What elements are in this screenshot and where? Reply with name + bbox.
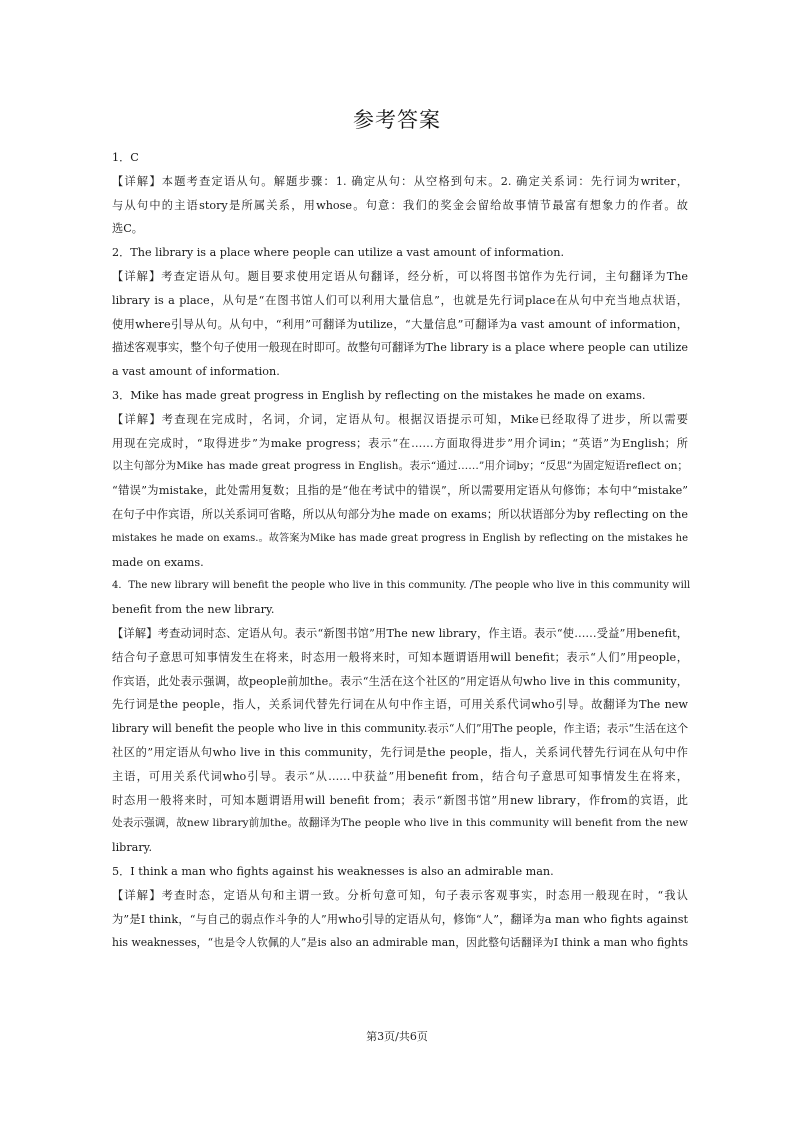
text-line: 【详解】考查动词时态、定语从句。表示“新图书馆”用The new library，作主语。表示“使……受益”用benefit，	[112, 626, 688, 640]
answer-content	[112, 146, 691, 955]
text-line: a vast amount of information.	[112, 365, 280, 379]
text-line: 【详解】本题考查定语从句。解题步骤：1. 确定从句：从空格到句末。2. 确定关系词：先行词为writer，	[112, 174, 688, 188]
text-line: 为”是I think，“与自己的弱点作斗争的人”用who引导的定语从句，修饰“人”，翻译为a man who fights against	[112, 912, 688, 926]
text-line: library.	[112, 841, 153, 855]
page-title: 参考答案	[353, 108, 441, 132]
text-line: 先行词是the people，指人，关系词代替先行词在从句中作主语，可用关系代词who引导。故翻译为The new	[112, 698, 688, 712]
text-line: 【详解】考查定语从句。题目要求使用定语从句翻译，经分析，可以将图书馆作为先行词，主句翻译为The	[112, 269, 688, 283]
text-line: his weaknesses，“也是令人钦佩的人”是is also an admirable man，因此整句话翻译为I think a man who fights	[112, 936, 688, 950]
text-line: 社区的”用定语从句who live in this community，先行词是the people，指人，关系词代替先行词在从句中作	[112, 745, 688, 759]
text-line: made on exams.	[112, 555, 204, 569]
text-line: 时态用一般将来时，可知本题谓语用will benefit from；表示“新图书馆”用new library，作from的宾语，此	[112, 793, 688, 807]
text-line: 与从句中的主语story是所属关系，用whose。句意：我们的奖金会留给故事情节最富有想象力的作者。故	[112, 198, 688, 212]
page-footer: 第3页/共6页	[366, 1030, 428, 1043]
text-line: 【详解】考查现在完成时，名词，介词，定语从句。根据汉语提示可知，Mike已经取得了进步，所以需要	[112, 412, 688, 426]
text-line: 用现在完成时，“取得进步”为make progress；表示“在……方面取得进步”用介词in；“英语”为English；所	[112, 436, 688, 450]
text-line: 描述客观事实，整个句子使用一般现在时即可。故整句可翻译为The library is a place where people can utilize	[112, 341, 688, 355]
text-line: benefit from the new library.	[112, 603, 275, 617]
text-line: mistakes he made on exams.。故答案为Mike has made great progress in English by reflecting on the mistakes he	[112, 532, 688, 544]
text-line: 作宾语，此处表示强调，故people前加the。表示“生活在这个社区的”用定语从句who live in this community，	[112, 674, 688, 688]
text-line: 1．C	[112, 151, 139, 164]
text-line: “错误”为mistake，此处需用复数；且指的是“他在考试中的错误”，所以需要用定语从句修饰；本句中“mistake”	[112, 484, 688, 498]
text-line: 主语，可用关系代词who引导。表示“从……中获益”用benefit from，结合句子意思可知事情发生在将来，	[112, 769, 688, 783]
text-line: 【详解】考查时态，定语从句和主谓一致。分析句意可知，句子表示客观事实，时态用一般现在时，“我认	[112, 888, 688, 902]
text-line: 3．Mike has made great progress in English by reflecting on the mistakes he made on exams.	[112, 388, 646, 402]
text-line: library will benefit the people who live in this community.表示“人们”用The people，作主语；表示“生活在这个	[112, 722, 688, 736]
text-line: 选C。	[112, 222, 143, 236]
text-line: 结合句子意思可知事情发生在将来，时态用一般将来时，可知本题谓语用will benefit；表示“人们”用people，	[112, 650, 688, 664]
text-line: 使用where引导从句。从句中，“利用”可翻译为utilize，“大量信息”可翻译为a vast amount of information，	[112, 317, 688, 331]
text-line: 5．I think a man who fights against his weaknesses is also an admirable man.	[112, 864, 554, 878]
text-line: 处表示强调，故new library前加the。故翻译为The people who live in this community will benefit from the new	[112, 817, 688, 830]
text-line: 以主句部分为Mike has made great progress in English。表示“通过……”用介词by；“反思”为固定短语reflect on；	[112, 460, 688, 473]
text-line: 在句子中作宾语，所以关系词可省略，所以从句部分为he made on exams；所以状语部分为by reflecting on the	[112, 507, 688, 521]
text-line: library is a place，从句是“在图书馆人们可以利用大量信息”，也就是先行词place在从句中充当地点状语，	[112, 293, 688, 307]
text-line: 2．The library is a place where people can utilize a vast amount of information.	[112, 246, 565, 260]
text-line: 4．The new library will benefit the people who live in this community. /The people who live in this community will	[112, 580, 691, 592]
